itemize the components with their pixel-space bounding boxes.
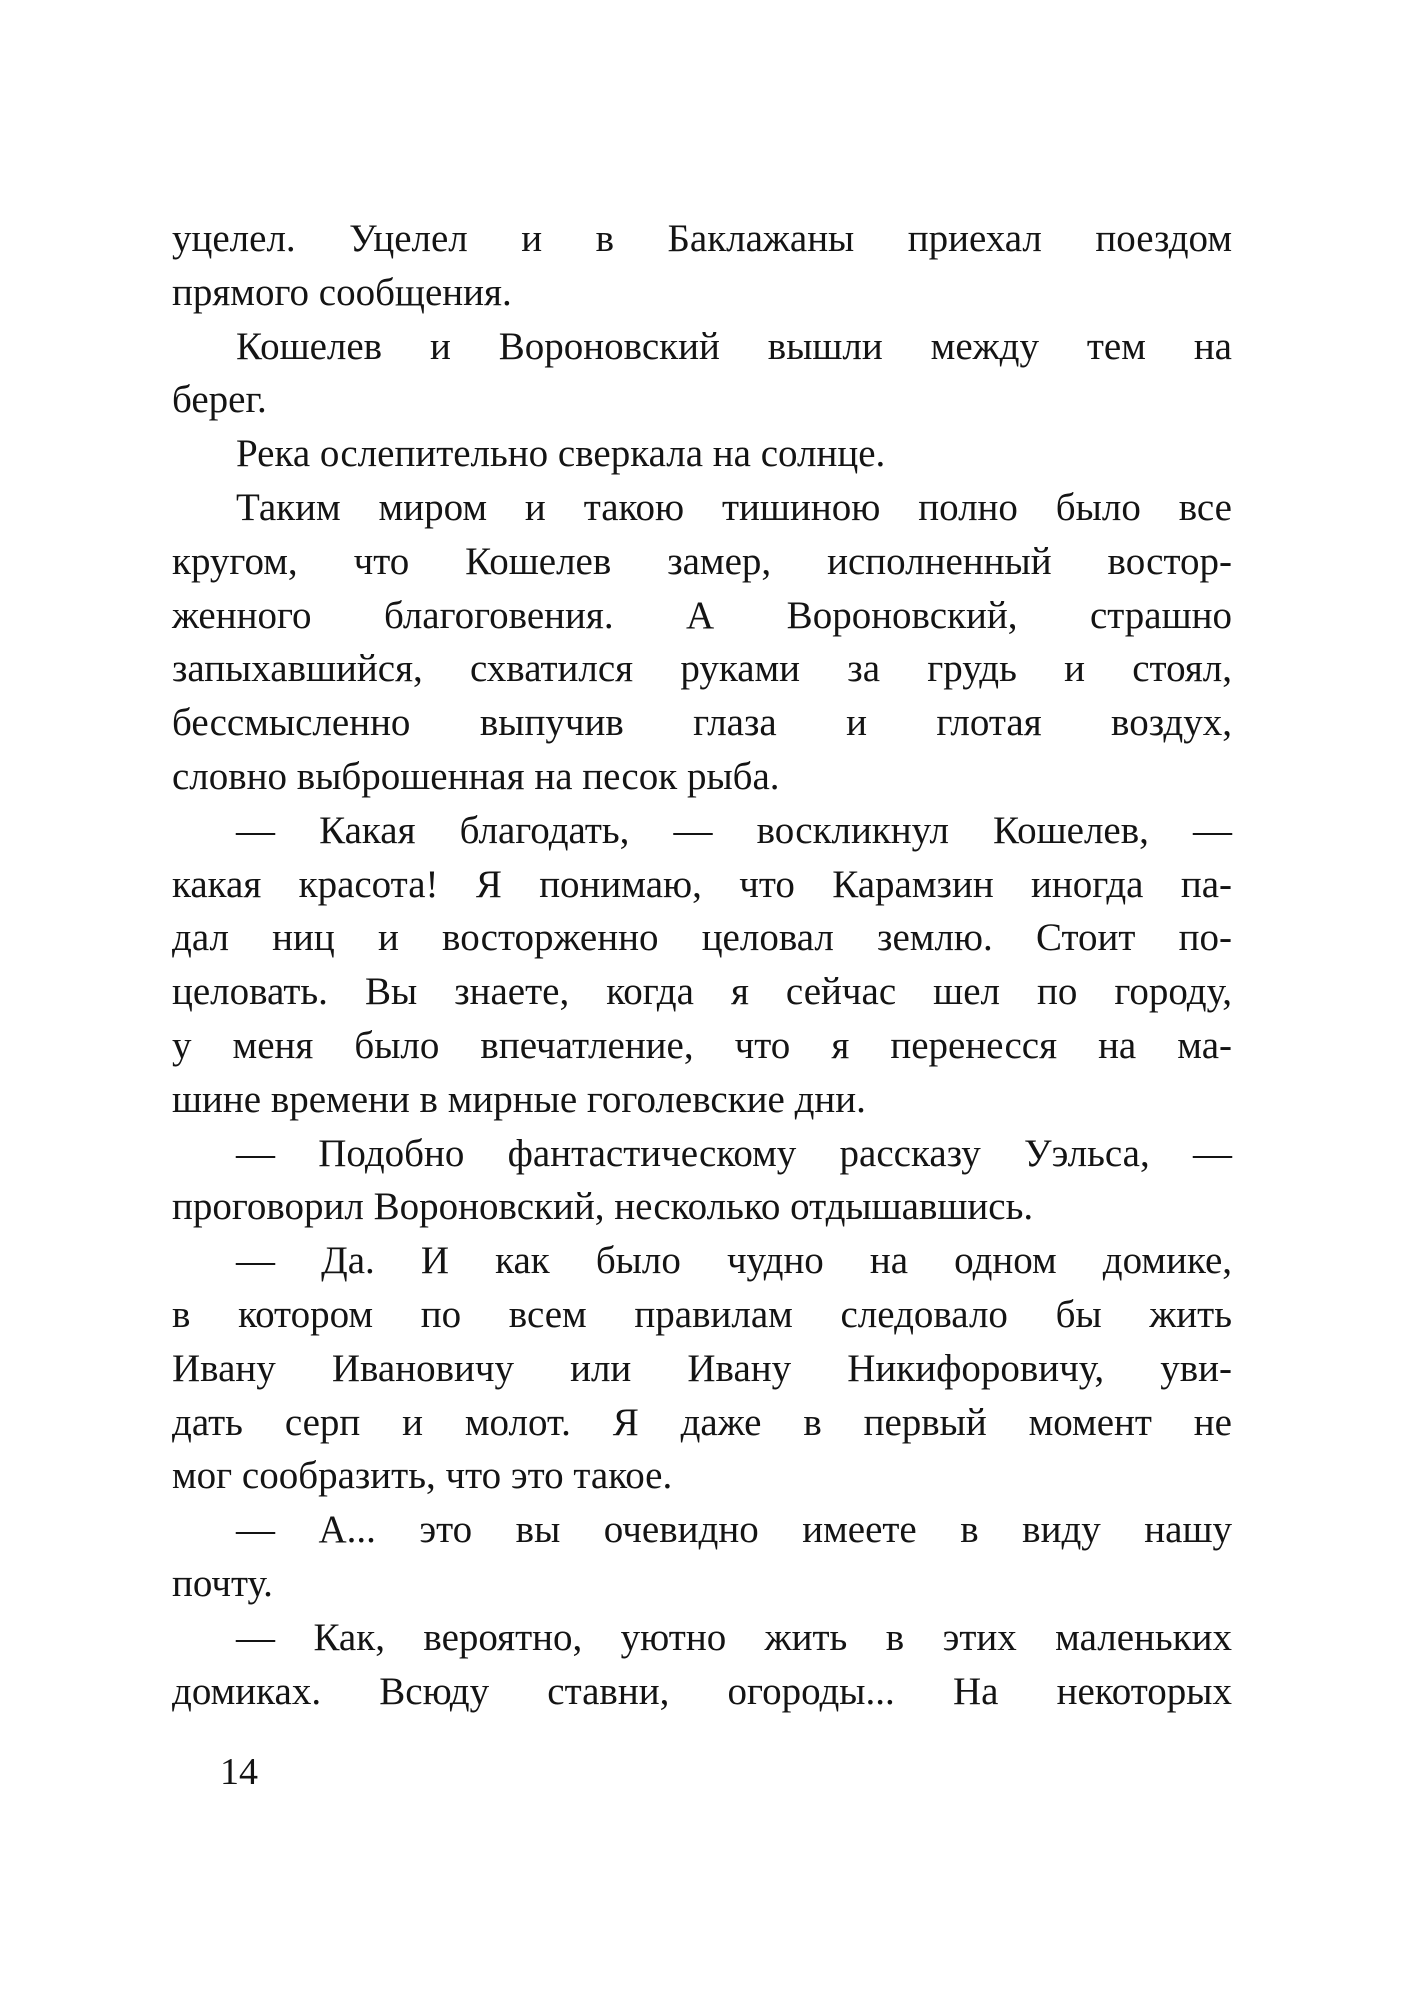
text-line: словно выброшенная на песок рыба. xyxy=(172,754,780,798)
text-line: в котором по всем правилам следовало бы жить xyxy=(172,1292,1232,1336)
text-line: Ивану Ивановичу или Ивану Никифоровичу, уви- xyxy=(172,1346,1232,1390)
text-line: прямого сообщения. xyxy=(172,270,512,314)
text-line: уцелел. Уцелел и в Баклажаны приехал поездом xyxy=(172,217,1232,260)
text-line: целовать. Вы знаете, когда я сейчас шел по городу, xyxy=(172,970,1232,1014)
text-line: у меня было впечатление, что я перенесся на ма- xyxy=(172,1023,1232,1067)
text-line: запыхавшийся, схватился руками за грудь и стоял, xyxy=(172,647,1232,691)
text-line: кругом, что Кошелев замер, исполненный востор- xyxy=(172,539,1232,583)
text-line: домиках. Всюду ставни, огороды... На некоторых xyxy=(172,1669,1232,1713)
text-line: — Как, вероятно, уютно жить в этих маленьких xyxy=(236,1615,1232,1659)
text-line: мог сообразить, что это такое. xyxy=(172,1454,673,1498)
text-line: дать серп и молот. Я даже в первый момент не xyxy=(172,1400,1232,1444)
text-line: Река ослепительно сверкала на солнце. xyxy=(236,432,886,476)
text-line: проговорил Вороновский, несколько отдышавшись. xyxy=(172,1185,1034,1229)
page-text xyxy=(172,212,1232,1718)
text-line: — Какая благодать, — воскликнул Кошелев, — xyxy=(236,808,1232,852)
text-line: почту. xyxy=(172,1561,273,1605)
text-line: женного благоговения. А Вороновский, страшно xyxy=(172,593,1232,637)
text-line: берег. xyxy=(172,378,267,422)
text-line: — А... это вы очевидно имеете в виду нашу xyxy=(236,1508,1232,1552)
text-line: какая красота! Я понимаю, что Карамзин иногда па- xyxy=(172,862,1232,906)
text-line: Таким миром и такою тишиною полно было все xyxy=(236,485,1232,529)
text-line: бессмысленно выпучив глаза и глотая воздух, xyxy=(172,701,1232,745)
text-line: шине времени в мирные гоголевские дни. xyxy=(172,1077,866,1121)
text-line: — Да. И как было чудно на одном домике, xyxy=(236,1239,1232,1283)
text-line: дал ниц и восторженно целовал землю. Стоит по- xyxy=(172,916,1232,960)
text-line: — Подобно фантастическому рассказу Уэльса, — xyxy=(236,1131,1232,1175)
text-line: Кошелев и Вороновский вышли между тем на xyxy=(236,324,1232,368)
page-number: 14 xyxy=(220,1751,258,1793)
